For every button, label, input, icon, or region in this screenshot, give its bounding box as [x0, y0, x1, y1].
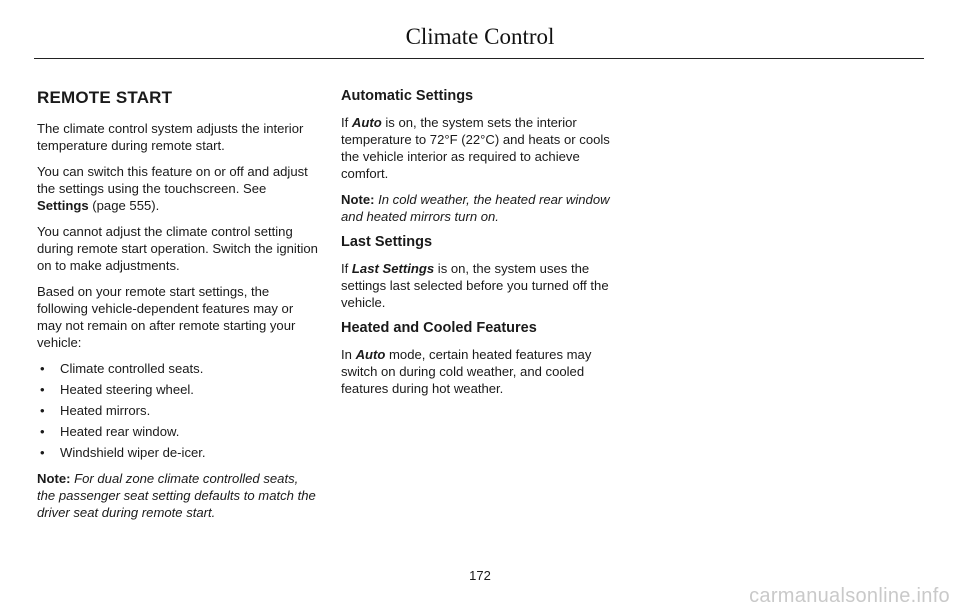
text-fragment: In: [341, 347, 356, 362]
left-column: [37, 88, 319, 530]
watermark: carmanualsonline.info: [749, 585, 950, 607]
page-number: 172: [469, 568, 491, 583]
text-fragment: If: [341, 261, 352, 276]
paragraph-last-settings: [341, 260, 623, 311]
paragraph-heated-cooled: [341, 346, 623, 397]
settings-link[interactable]: Settings: [37, 198, 89, 213]
text-fragment: If: [341, 115, 352, 130]
list-item: • Heated steering wheel.: [37, 381, 319, 398]
list-item: • Windshield wiper de-icer.: [37, 444, 319, 461]
list-item: • Climate controlled seats.: [37, 360, 319, 377]
section-heading-remote-start: REMOTE START: [37, 88, 173, 107]
list-item: • Heated rear window.: [37, 423, 319, 440]
paragraph-features-intro: Based on your remote start settings, the following vehicle-dependent features may or may not remain on after remote starting your vehicle:: [37, 284, 296, 350]
text-fragment: mode, certain heated features may switch on during cold weather, and cooled features during hot weather.: [341, 347, 592, 396]
settings-page-ref: (page 555).: [88, 198, 160, 213]
note-label: Note:: [37, 471, 71, 486]
note-cold-weather: [341, 191, 623, 225]
subheading-heated-cooled: Heated and Cooled Features: [341, 320, 537, 336]
keyword-last-settings: Last Settings: [351, 261, 435, 276]
subheading-last-settings: Last Settings: [341, 234, 433, 250]
text-fragment: is on, the system uses the settings last selected before you turned off the vehicle.: [341, 261, 609, 310]
page-header-title: Climate Control: [405, 24, 555, 49]
paragraph-intro: The climate control system adjusts the interior temperature during remote start.: [37, 121, 304, 153]
note-dual-zone: [37, 470, 319, 521]
paragraph-auto: [341, 114, 623, 182]
keyword-auto: Auto: [351, 115, 382, 130]
note-text: For dual zone climate controlled seats, the passenger seat setting defaults to match the driver seat during remote start.: [37, 471, 316, 520]
note-text: In cold weather, the heated rear window and heated mirrors turn on.: [341, 192, 610, 224]
note-label: Note:: [341, 192, 375, 207]
paragraph-settings-ref: [37, 163, 319, 214]
keyword-auto: Auto: [355, 347, 386, 362]
right-column: [341, 88, 623, 406]
feature-list: [37, 360, 319, 461]
settings-ref-text: You can switch this feature on or off and adjust the settings using the touchscreen. See: [37, 164, 308, 196]
header-divider: [34, 58, 924, 59]
text-fragment: is on, the system sets the interior temperature to 72°F (22°C) and heats or cools the vehicle interior as required to achieve comfort.: [341, 115, 610, 181]
list-item: • Heated mirrors.: [37, 402, 319, 419]
paragraph-cannot-adjust: You cannot adjust the climate control setting during remote start operation. Switch the ignition on to make adjustments.: [37, 224, 318, 273]
subheading-automatic-settings: Automatic Settings: [341, 88, 474, 104]
